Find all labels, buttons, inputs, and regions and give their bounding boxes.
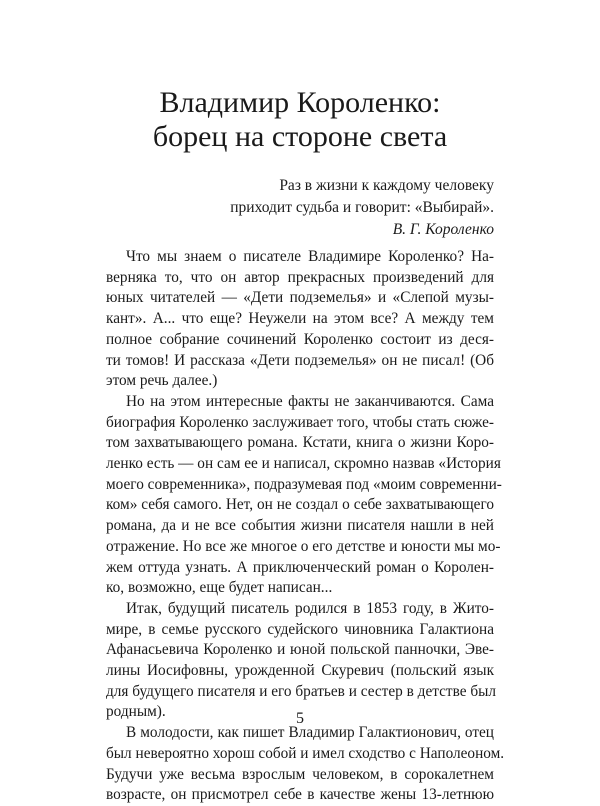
text-line: ком» себя самого. Нет, он не создал о себе захватывающего xyxy=(106,496,494,514)
text-line: В молодости, как пишет Владимир Галактионович, отец xyxy=(126,724,494,742)
text-line: этом речь далее.) xyxy=(106,372,218,390)
text-line: мире, в семье русского судейского чиновника Галактиона xyxy=(106,620,494,638)
page-number: 5 xyxy=(296,710,304,727)
text-line: для будущего писателя и его братьев и сестер в детстве был xyxy=(106,682,497,700)
chapter-title xyxy=(0,86,600,154)
paragraph xyxy=(106,723,505,806)
text-line: отражение. Но все же многое о его детстве и юности мы мо- xyxy=(106,537,501,555)
text-line: Но на этом интересные факты не заканчиваются. Сама xyxy=(126,392,494,410)
text-line: лины Иосифовны, урожденной Скуревич (польский язык xyxy=(106,662,494,680)
text-line: Итак, будущий писатель родился в 1853 году, в Жито- xyxy=(126,599,494,617)
text-line: Что мы знаем о писателе Владимире Короленко? На- xyxy=(126,248,494,265)
text-line: ленко есть — он сам ее и написал, скромно назвав «История xyxy=(106,455,501,473)
text-line: ти томов! И рассказа «Дети подземелья» он не писал! (Об xyxy=(106,351,494,369)
text-line: жем оттуда узнать. А приключенческий роман о Королен- xyxy=(106,558,494,576)
text-line: моего современника», подразумевая под «моим современни- xyxy=(106,475,502,493)
epigraph xyxy=(230,175,494,241)
epigraph-line-1: Раз в жизни к каждому человеку xyxy=(279,177,494,194)
text-line: романа, да и не все события жизни писателя нашли в ней xyxy=(106,517,494,535)
epigraph-line-2: приходит судьба и говорит: «Выбирай». xyxy=(230,199,494,216)
paragraph xyxy=(106,392,502,599)
paragraph xyxy=(106,247,494,392)
text-line: родным). xyxy=(106,703,166,721)
text-line: полное собрание сочинений Короленко состоит из деся- xyxy=(106,330,494,348)
text-line: верняка то, что он автор прекрасных произведений для xyxy=(106,268,494,286)
text-line: Афанасьевича Короленко и юной польской панночки, Эве- xyxy=(106,641,494,659)
text-line: юных читателей — «Дети подземелья» и «Слепой музы- xyxy=(106,289,494,307)
chapter-title-line-2: борец на стороне света xyxy=(152,120,448,153)
text-line: том захватывающего романа. Кстати, книга о жизни Коро- xyxy=(106,434,494,452)
chapter-title-line-1: Владимир Короленко: xyxy=(159,86,441,119)
text-line: был невероятно хорош собой и имел сходство с Наполеоном. xyxy=(106,744,505,762)
text-line: возрасте, он присмотрел себе в качестве жены 13-летнюю xyxy=(106,786,494,804)
text-line: ко, возможно, еще будет написан... xyxy=(106,579,333,597)
paragraph xyxy=(106,599,497,723)
text-line: биография Короленко заслуживает того, чтобы стать сюже- xyxy=(106,413,494,431)
epigraph-author: В. Г. Короленко xyxy=(392,221,494,238)
text-line: кант». А... что еще? Неужели на этом все? А между тем xyxy=(106,310,494,328)
text-line: Будучи уже весьма взрослым человеком, в сорокалетнем xyxy=(106,765,494,783)
